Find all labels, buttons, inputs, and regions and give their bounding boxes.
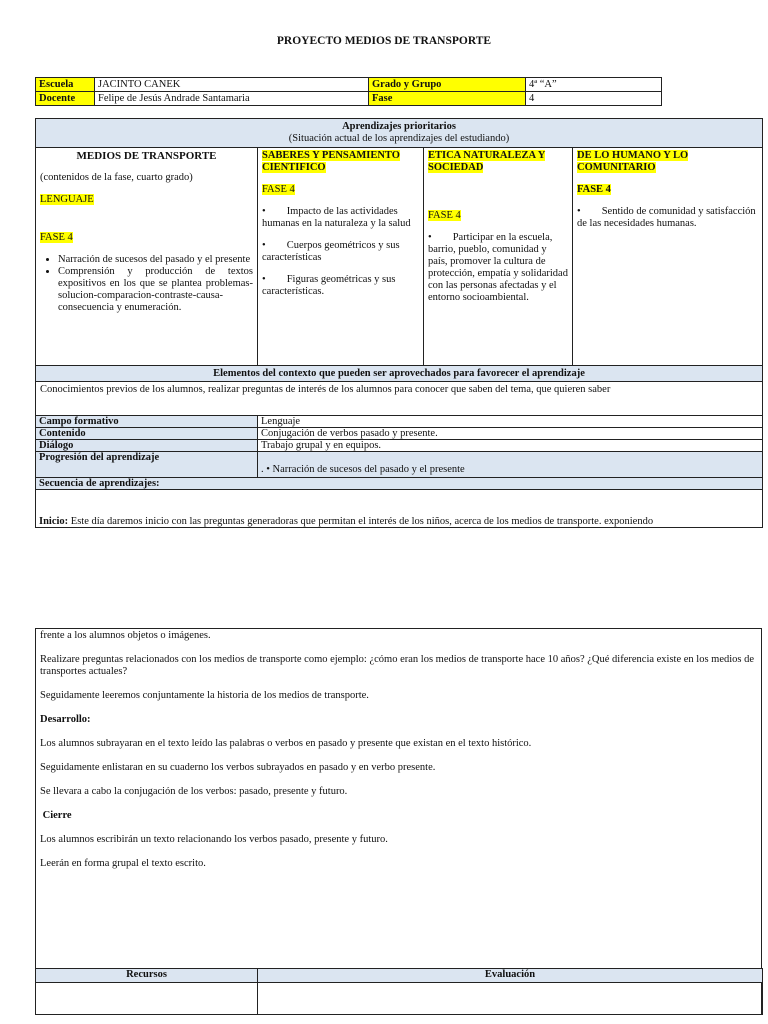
- dialogo-label: Diálogo: [36, 440, 258, 452]
- desarrollo-label: Desarrollo:: [40, 714, 91, 725]
- contexto-text: Conocimientos previos de los alumnos, realizar preguntas de interés de los alumnos para conocer que saben del tema, que quieren saber: [36, 382, 763, 416]
- col-medios: [36, 148, 258, 366]
- paragraph: frente a los alumnos objetos o imágenes.: [40, 630, 211, 641]
- list-item: • Narración de sucesos del pasado y el presente: [58, 254, 253, 266]
- col-saberes-fase: FASE 4: [262, 184, 295, 195]
- grado-value: 4ª “A”: [526, 78, 662, 92]
- list-item: • Cuerpos geométricos y sus características: [262, 240, 400, 263]
- col-etica: [424, 148, 573, 366]
- paragraph: Los alumnos escribirán un texto relacionando los verbos pasado, presente y futuro.: [40, 834, 388, 845]
- col-etica-fase: FASE 4: [428, 210, 461, 221]
- col-medios-list: [40, 254, 253, 314]
- contexto-header: Elementos del contexto que pueden ser aprovechados para favorecer el aprendizaje: [36, 366, 763, 382]
- col-humano-heading: DE LO HUMANO Y LO COMUNITARIO: [577, 150, 689, 173]
- docente-value: Felipe de Jesús Andrade Santamaria: [95, 92, 369, 106]
- recursos-cell: [36, 983, 258, 1015]
- col-medios-note: (contenidos de la fase, cuarto grado): [40, 172, 193, 183]
- escuela-label: Escuela: [36, 78, 95, 92]
- fase-value: 4: [526, 92, 662, 106]
- evaluacion-cell: [258, 983, 763, 1015]
- campo-label: Campo formativo: [36, 416, 258, 428]
- grado-label: Grado y Grupo: [369, 78, 526, 92]
- col-medios-heading: MEDIOS DE TRANSPORTE: [76, 150, 217, 162]
- docente-label: Docente: [36, 92, 95, 106]
- paragraph: Los alumnos subrayaran en el texto leído las palabras o verbos en pasado y presente que existan en el texto histórico.: [40, 738, 532, 749]
- progresion-value: . • Narración de sucesos del pasado y el presente: [258, 452, 763, 478]
- planning-table: [35, 118, 763, 528]
- info-table: [35, 77, 662, 106]
- list-item: • Participar en la escuela, barrio, pueblo, comunidad y país, promover la cultura de protección, empatía y solidaridad con las personas afectadas y el entorno socioambiental.: [428, 232, 568, 303]
- fase-label: Fase: [369, 92, 526, 106]
- page2-box: [35, 628, 762, 1015]
- list-item: • Figuras geométricas y sus características.: [262, 274, 396, 297]
- recursos-table: [35, 968, 763, 1015]
- aprendizajes-subtitle: (Situación actual de los aprendizajes del estudiando): [288, 133, 510, 144]
- paragraph: Seguidamente enlistaran en su cuaderno los verbos subrayados en pasado y en verbo presente.: [40, 762, 436, 773]
- col-saberes-heading: SABERES Y PENSAMIENTO CIENTIFICO: [262, 150, 400, 173]
- page-title: PROYECTO MEDIOS DE TRANSPORTE: [276, 35, 492, 47]
- inicio-label: Inicio:: [39, 516, 69, 527]
- progresion-label: Progresión del aprendizaje: [36, 452, 258, 478]
- paragraph: Realizare preguntas relacionados con los medios de transporte como ejemplo: ¿cómo eran los medios de transporte hace 10 años? ¿Qué diferencia existe en los medios de transportes actuales?: [40, 654, 755, 677]
- contenido-label: Contenido: [36, 428, 258, 440]
- col-humano: [573, 148, 763, 366]
- col-etica-heading: ETICA NATURALEZA Y SOCIEDAD: [428, 150, 546, 173]
- aprendizajes-header: [36, 119, 763, 148]
- secuencia-header: Secuencia de aprendizajes:: [36, 478, 763, 490]
- dialogo-value: Trabajo grupal y en equipos.: [258, 440, 763, 452]
- aprendizajes-title: Aprendizajes prioritarios: [342, 121, 456, 132]
- paragraph: Se llevara a cabo la conjugación de los verbos: pasado, presente y futuro.: [40, 786, 348, 797]
- list-item: • Impacto de las actividades humanas en la naturaleza y la salud: [262, 206, 411, 229]
- contenido-value: Conjugación de verbos pasado y presente.: [258, 428, 763, 440]
- col-saberes: [258, 148, 424, 366]
- col-medios-area: LENGUAJE: [40, 194, 94, 205]
- paragraph: Leerán en forma grupal el texto escrito.: [40, 858, 206, 869]
- list-item: • Comprensión y producción de textos expositivos en los que se plantea problemas-solucion-comparacion-contraste-causa-consecuencia y enumeración.: [58, 266, 253, 314]
- inicio-row: [36, 490, 763, 528]
- recursos-label: Recursos: [36, 969, 258, 983]
- escuela-value: JACINTO CANEK: [95, 78, 369, 92]
- evaluacion-label: Evaluación: [258, 969, 763, 983]
- list-item: • Sentido de comunidad y satisfacción de las necesidades humanas.: [577, 206, 756, 229]
- inicio-text: Este día daremos inicio con las preguntas generadoras que permitan el interés de los niños, acerca de los medios de transporte. exponiendo: [68, 516, 654, 527]
- col-humano-fase: FASE 4: [577, 184, 611, 195]
- paragraph: Seguidamente leeremos conjuntamente la historia de los medios de transporte.: [40, 690, 369, 701]
- campo-value: Lenguaje: [258, 416, 763, 428]
- col-medios-fase: FASE 4: [40, 232, 73, 243]
- cierre-label: Cierre: [40, 810, 72, 821]
